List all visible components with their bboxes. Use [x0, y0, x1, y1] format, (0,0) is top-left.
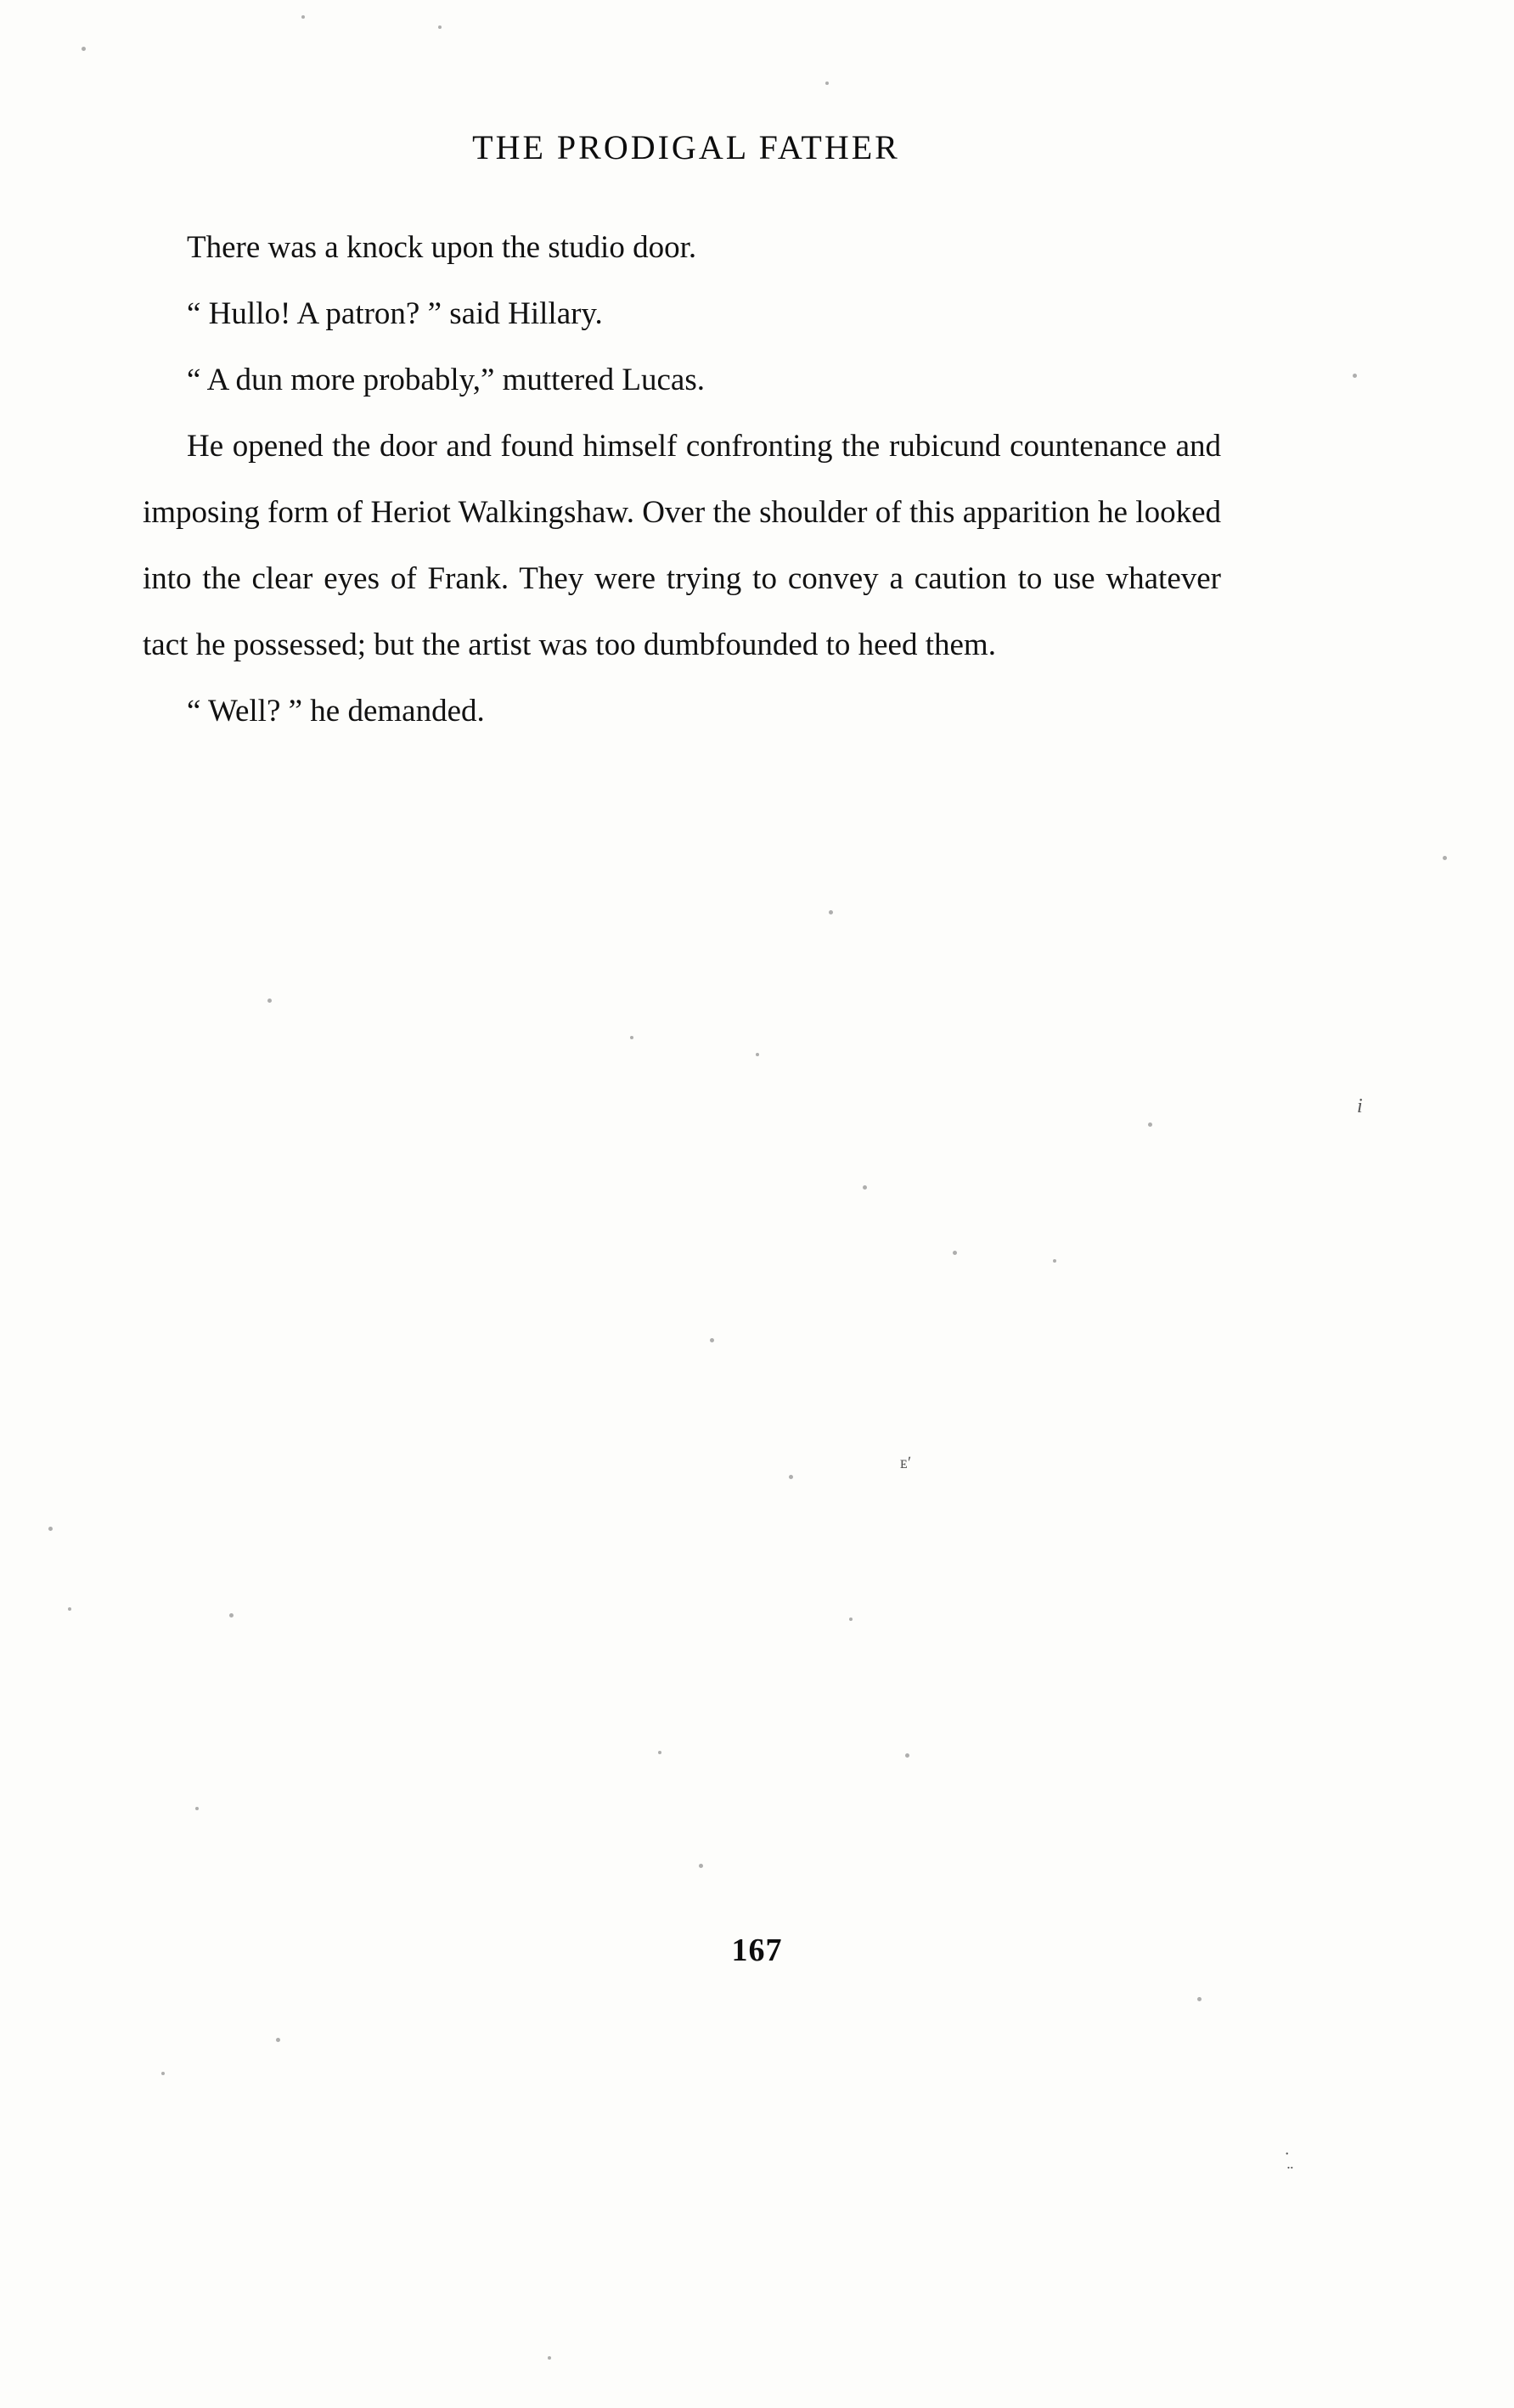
scan-speck	[710, 1338, 714, 1342]
body-text	[143, 215, 1221, 745]
scan-speck	[301, 15, 305, 19]
scan-speck	[1353, 374, 1357, 378]
paragraph: There was a knock upon the studio door.	[187, 230, 697, 265]
scan-speck	[68, 1607, 71, 1611]
scan-speck	[1053, 1259, 1056, 1263]
paragraph: “ A dun more probably,” muttered Lucas.	[187, 363, 705, 397]
scan-speck	[658, 1751, 661, 1754]
scan-speck	[82, 47, 86, 51]
stray-ink-mark: ᴇʹ	[900, 1454, 912, 1472]
page-number: 167	[731, 1933, 783, 1968]
scan-speck	[267, 999, 272, 1003]
running-head: THE PRODIGAL FATHER	[472, 128, 900, 166]
page-content	[143, 127, 1221, 745]
scan-speck	[195, 1807, 199, 1810]
scan-speck	[630, 1036, 633, 1039]
scan-speck	[699, 1864, 703, 1868]
scan-speck	[229, 1613, 234, 1618]
paragraph: “ Well? ” he demanded.	[187, 694, 485, 729]
scan-speck	[1148, 1122, 1152, 1127]
paragraph: “ Hullo! A patron? ” said Hillary.	[187, 296, 603, 331]
scan-speck	[825, 82, 829, 85]
scan-speck	[789, 1475, 793, 1479]
scan-speck	[953, 1251, 957, 1255]
scan-speck	[548, 2356, 551, 2360]
scan-speck	[849, 1618, 853, 1621]
scan-speck	[1197, 1997, 1202, 2001]
scan-speck	[756, 1053, 759, 1056]
paragraph: He opened the door and found himself confronting the rubicund countenance and imposing form of Heriot Walkingshaw. Over the shoulder of this apparition he looked into the clear eyes of Frank. They were trying to convey a caution to use whatever tact he possessed; but the artist was too dumbfounded to heed them.	[143, 429, 1221, 662]
scan-speck	[438, 25, 442, 29]
scan-speck	[905, 1753, 909, 1758]
stray-ink-mark: ˙̤	[1284, 2148, 1291, 2169]
scan-speck	[276, 2038, 280, 2042]
scan-speck	[863, 1185, 867, 1190]
scan-speck	[829, 910, 833, 914]
stray-ink-mark: i	[1357, 1095, 1363, 1117]
scan-speck	[48, 1527, 53, 1531]
scan-speck	[161, 2072, 165, 2075]
scan-speck	[1443, 856, 1447, 860]
